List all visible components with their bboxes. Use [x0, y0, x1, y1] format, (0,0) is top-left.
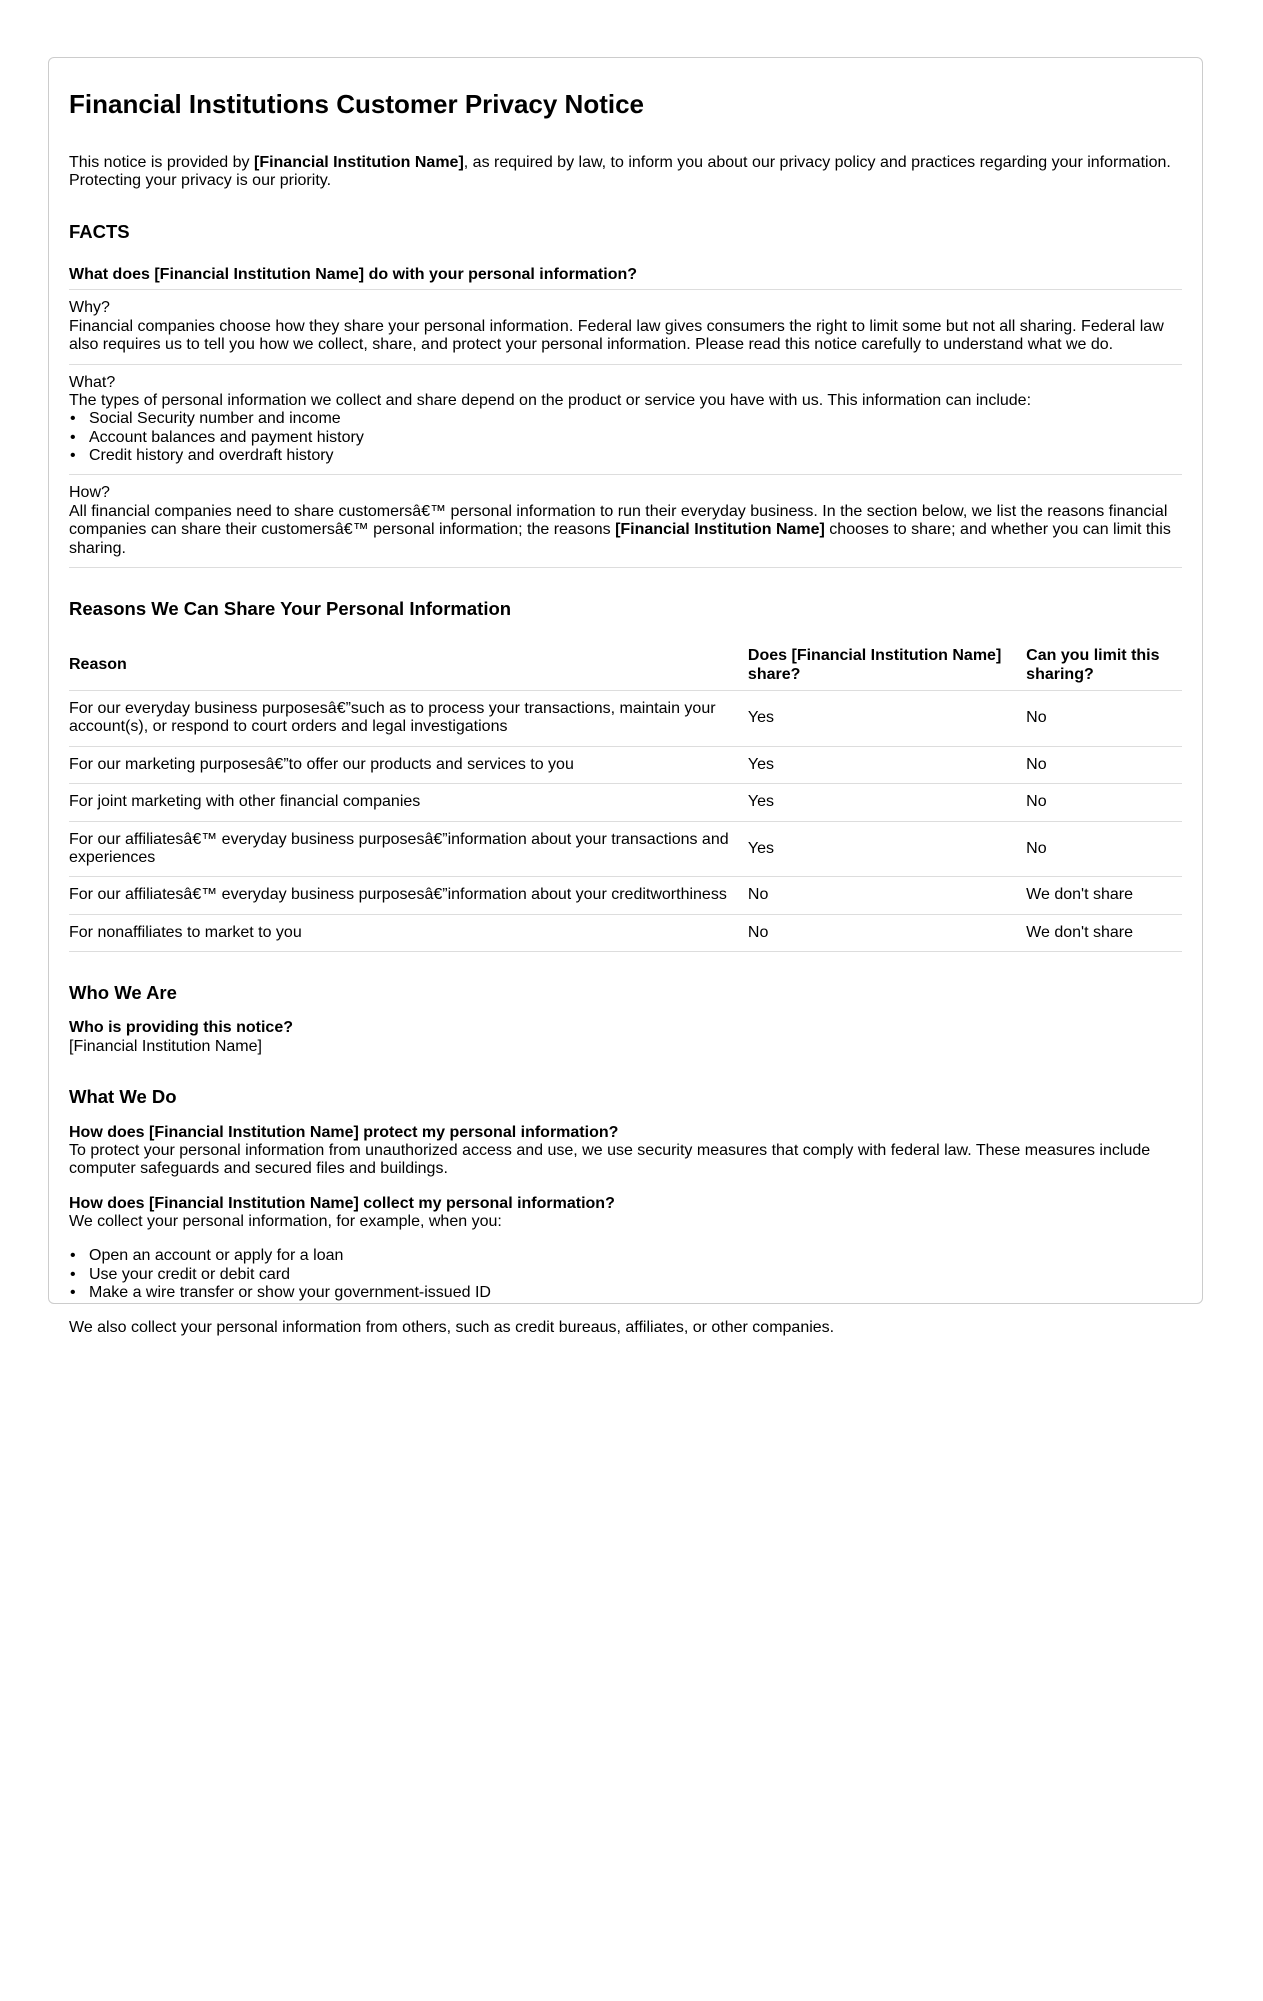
collect-examples-list [69, 1247, 1182, 1302]
facts-heading: FACTS [69, 220, 130, 242]
cell-reason: For joint marketing with other financial companies [69, 784, 748, 821]
facts-table [69, 256, 1182, 568]
collect-note-clipped: We also collect your personal information from others, such as credit bureaus, affiliates, or other companies. [69, 1318, 835, 1336]
cell-limit: No [1026, 691, 1182, 747]
cell-share: No [748, 877, 1026, 914]
protect-answer: To protect your personal information from unauthorized access and use, we use security measures that comply with federal law. These measures include computer safeguards and secured files and buildings. [69, 1141, 1151, 1178]
protect-question: How does [Financial Institution Name] protect my personal information? [69, 1123, 619, 1141]
facts-question-row: What does [Financial Institution Name] do with your personal information? [69, 256, 1182, 290]
who-we-are-question: Who is providing this notice? [69, 1019, 293, 1037]
cell-limit: No [1026, 784, 1182, 821]
institution-name-placeholder: [Financial Institution Name] [615, 521, 825, 539]
sharing-table-row [69, 784, 1182, 821]
sharing-table [69, 633, 1182, 952]
column-header-limit: Can you limit this sharing? [1026, 633, 1182, 690]
personal-info-list [69, 410, 1182, 465]
collect-examples-list-item: • Use your credit or debit card [89, 1266, 1182, 1284]
what-we-do-heading: What We Do [69, 1086, 177, 1108]
sharing-table-row [69, 914, 1182, 951]
facts-how-text-pre: All financial companies need to share customersâ€™ personal information to run their everyday business. In the section below, we list the reasons financial companies can share their customersâ€™ personal information; the reasons [69, 502, 1168, 539]
who-we-are-heading: Who We Are [69, 982, 177, 1004]
cell-share: No [748, 914, 1026, 951]
who-we-are-qa [69, 1019, 1182, 1056]
sharing-table-header-row [69, 633, 1182, 690]
cell-reason: For our affiliatesâ€™ everyday business purposesâ€”information about your transactions and experiences [69, 821, 748, 877]
cell-share: Yes [748, 784, 1026, 821]
intro-text-post: , as required by law, to inform you about our privacy policy and practices regarding your information. Protecting your privacy is our priority. [69, 153, 1171, 190]
personal-info-list-item: • Credit history and overdraft history [89, 447, 1182, 465]
cell-limit: We don't share [1026, 914, 1182, 951]
collect-examples-list-item: • Make a wire transfer or show your government-issued ID [89, 1284, 1182, 1302]
collect-qa [69, 1195, 1182, 1232]
facts-what-row [69, 365, 1182, 476]
cell-reason: For our marketing purposesâ€”to offer our products and services to you [69, 746, 748, 783]
facts-what-text: The types of personal information we collect and share depend on the product or service you have with us. This information can include: [69, 391, 1032, 409]
personal-info-list-item: • Account balances and payment history [89, 429, 1182, 447]
column-header-share: Does [Financial Institution Name] share? [748, 633, 1026, 690]
personal-info-list-item: • Social Security number and income [89, 410, 1182, 428]
cell-reason: For our affiliatesâ€™ everyday business purposesâ€”information about your creditworthiness [69, 877, 748, 914]
facts-how-text-post: chooses to share; and whether you can limit this sharing. [69, 521, 1171, 557]
facts-how-text [69, 503, 1182, 558]
cell-limit: No [1026, 821, 1182, 877]
sharing-table-row [69, 746, 1182, 783]
collect-answer: We collect your personal information, for example, when you: [69, 1213, 502, 1231]
who-we-are-answer: [Financial Institution Name] [69, 1037, 262, 1055]
sharing-reasons-heading: Reasons We Can Share Your Personal Information [69, 598, 512, 620]
sharing-table-row [69, 877, 1182, 914]
facts-how-row [69, 475, 1182, 568]
facts-how-label: How? [69, 484, 110, 502]
cell-limit: No [1026, 746, 1182, 783]
cell-share: Yes [748, 691, 1026, 747]
institution-name-placeholder: [Financial Institution Name] [253, 153, 464, 171]
cell-limit: We don't share [1026, 877, 1182, 914]
privacy-notice-card [48, 57, 1203, 1336]
collect-examples-list-item: • Open an account or apply for a loan [89, 1247, 1182, 1265]
cell-reason: For nonaffiliates to market to you [69, 914, 748, 951]
facts-why-label: Why? [69, 299, 110, 317]
cell-share: Yes [748, 746, 1026, 783]
intro-paragraph [69, 154, 1182, 191]
intro-text-pre: This notice is provided by [69, 153, 254, 171]
cell-share: Yes [748, 821, 1026, 877]
sharing-table-row [69, 821, 1182, 877]
facts-why-row [69, 290, 1182, 364]
page-title: Financial Institutions Customer Privacy Notice [69, 89, 645, 119]
facts-what-label: What? [69, 373, 116, 391]
protect-qa [69, 1124, 1182, 1179]
collect-question: How does [Financial Institution Name] collect my personal information? [69, 1194, 615, 1212]
facts-why-text: Financial companies choose how they share your personal information. Federal law gives consumers the right to limit some but not all sharing. Federal law also requires us to tell you how we collect, share, and protect your personal information. Please read this notice carefully to understand what we do. [69, 317, 1164, 354]
column-header-reason: Reason [69, 633, 748, 690]
cell-reason: For our everyday business purposesâ€”such as to process your transactions, maintain your account(s), or respond to court orders and legal investigations [69, 691, 748, 747]
sharing-table-row [69, 691, 1182, 747]
